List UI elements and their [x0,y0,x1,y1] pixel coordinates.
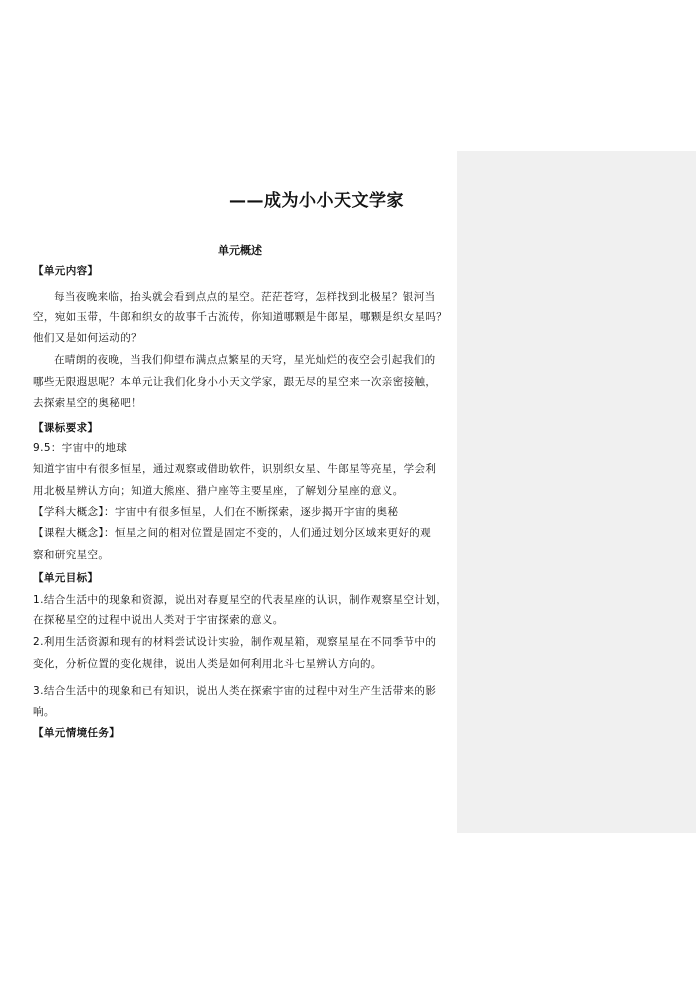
goal-line-6: 响。 [33,706,55,718]
overview-heading: 单元概述 [218,244,262,257]
standard-code: 9.5：宇宙中的地球 [33,442,128,454]
goal-line-3: 2.利用生活资源和现有的材料尝试设计实验，制作观星箱，观察星星在不同季节中的 [33,636,437,648]
standards-heading: 【课标要求】 [33,422,99,434]
content-line-1: 每当夜晚来临，抬头就会看到点点的星空。茫茫苍穹，怎样找到北极星？银河当 [54,291,436,303]
task-heading: 【单元情境任务】 [33,727,121,739]
goal-line-4: 变化，分析位置的变化规律，说出人类是如何利用北斗七星辨认方向的。 [33,658,382,670]
standard-line-1: 知道宇宙中有很多恒星，通过观察或借助软件，识别织女星、牛郎星等亮星，学会利 [33,463,437,475]
course-concept-line-2: 察和研究星空。 [33,549,110,561]
content-line-3: 他们又是如何运动的？ [33,332,142,344]
document-title: ——成为小小天文学家 [229,191,404,211]
content-line-4: 在晴朗的夜晚，当我们仰望布满点点繁星的天穹，星光灿烂的夜空会引起我们的 [54,354,436,366]
goal-line-5: 3.结合生活中的现象和已有知识，说出人类在探索宇宙的过程中对生产生活带来的影 [33,685,437,697]
goal-line-1: 1.结合生活中的现象和资源，说出对春夏星空的代表星座的认识，制作观察星空计划， [33,594,448,606]
subject-concept: 【学科大概念】：宇宙中有很多恒星，人们在不断探索，逐步揭开宇宙的奥秘 [33,506,399,518]
content-line-2: 空，宛如玉带，牛郎和织女的故事千古流传，你知道哪颗是牛郎星，哪颗是织女星吗？ [33,311,448,323]
goal-line-2: 在探秘星空的过程中说出人类对于宇宙探索的意义。 [33,614,284,626]
course-concept-line-1: 【课程大概念】：恒星之间的相对位置是固定不变的，人们通过划分区域来更好的观 [33,527,432,539]
content-line-6: 去探索星空的奥秘吧！ [33,397,142,409]
content-line-5: 哪些无限遐思呢？本单元让我们化身小小天文学家，跟无尽的星空来一次亲密接触， [33,376,437,388]
unit-content-heading: 【单元内容】 [33,265,99,277]
standard-line-2: 用北极星辨认方向；知道大熊座、猎户座等主要星座，了解划分星座的意义。 [33,485,404,497]
goals-heading: 【单元目标】 [33,572,99,584]
comment-panel [457,151,696,833]
